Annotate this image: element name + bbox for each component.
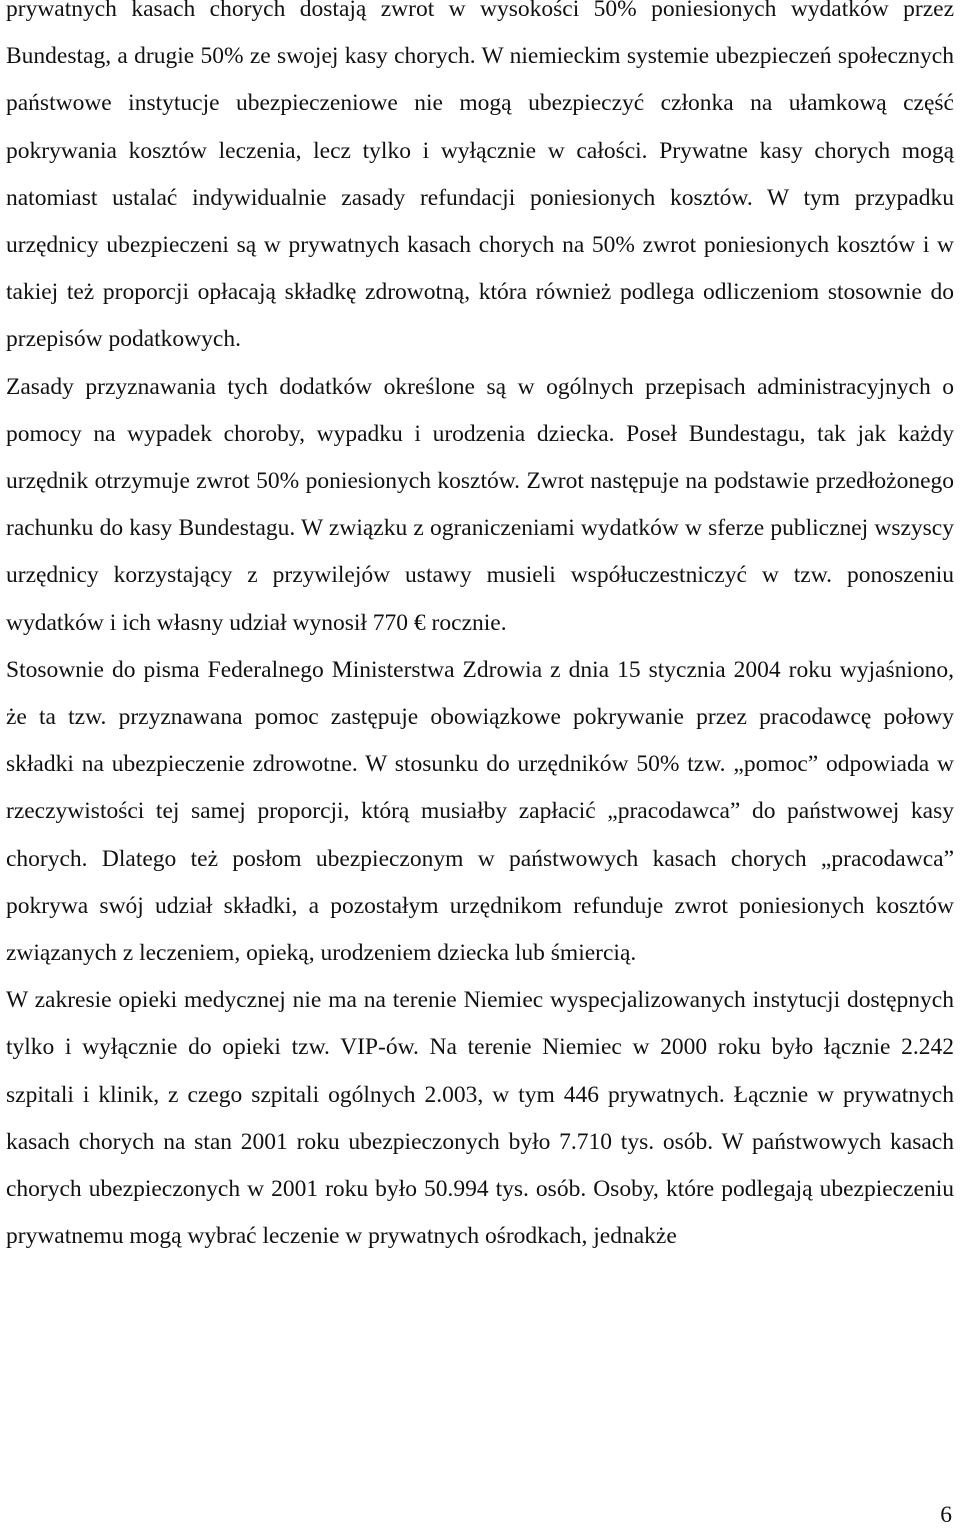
- paragraph-3: Stosownie do pisma Federalnego Ministerstwa Zdrowia z dnia 15 stycznia 2004 roku wyjaśniono, że ta tzw. przyznawana pomoc zastępuje obowiązkowe pokrywanie przez pracodawcę połowy składki na ubezpieczenie zdrowotne. W stosunku do urzędników 50% tzw. „pomoc” odpowiada w rzeczywistości tej samej proporcji, którą musiałby zapłacić „pracodawca” do państwowej kasy chorych. Dlatego też posłom ubezpieczonym w państwowych kasach chorych „pracodawca” pokrywa swój udział składki, a pozostałym urzędnikom refunduje zwrot poniesionych kosztów związanych z leczeniem, opieką, urodzeniem dziecka lub śmiercią.: [6, 656, 954, 967]
- document-page: [6, 0, 954, 1260]
- paragraph-1: prywatnych kasach chorych dostają zwrot w wysokości 50% poniesionych wydatków przez Bundestag, a drugie 50% ze swojej kasy chorych. W niemieckim systemie ubezpieczeń społecznych państwowe instytucje ubezpieczeniowe nie mogą ubezpieczyć członka na ułamkową część pokrywania kosztów leczenia, lecz tylko i wyłącznie w całości. Prywatne kasy chorych mogą natomiast ustalać indywidualnie zasady refundacji poniesionych kosztów. W tym przypadku urzędnicy ubezpieczeni są w prywatnych kasach chorych na 50% zwrot poniesionych kosztów i w takiej też proporcji opłacają składkę zdrowotną, która również podlega odliczeniom stosownie do przepisów podatkowych.: [6, 0, 954, 353]
- page-number: 6: [940, 1502, 952, 1528]
- paragraph-4: W zakresie opieki medycznej nie ma na terenie Niemiec wyspecjalizowanych instytucji dostępnych tylko i wyłącznie do opieki tzw. VIP-ów. Na terenie Niemiec w 2000 roku było łącznie 2.242 szpitali i klinik, z czego szpitali ogólnych 2.003, w tym 446 prywatnych. Łącznie w prywatnych kasach chorych na stan 2001 roku ubezpieczonych było 7.710 tys. osób. W państwowych kasach chorych ubezpieczonych w 2001 roku było 50.994 tys. osób. Osoby, które podlegają ubezpieczeniu prywatnemu mogą wybrać leczenie w prywatnych ośrodkach, jednakże: [6, 987, 954, 1250]
- paragraph-2: Zasady przyznawania tych dodatków określone są w ogólnych przepisach administracyjnych o pomocy na wypadek choroby, wypadku i urodzenia dziecka. Poseł Bundestagu, tak jak każdy urzędnik otrzymuje zwrot 50% poniesionych kosztów. Zwrot następuje na podstawie przedłożonego rachunku do kasy Bundestagu. W związku z ograniczeniami wydatków w sferze publicznej wszyscy urzędnicy korzystający z przywilejów ustawy musieli współuczestniczyć w tzw. ponoszeniu wydatków i ich własny udział wynosił 770 € rocznie.: [6, 373, 954, 636]
